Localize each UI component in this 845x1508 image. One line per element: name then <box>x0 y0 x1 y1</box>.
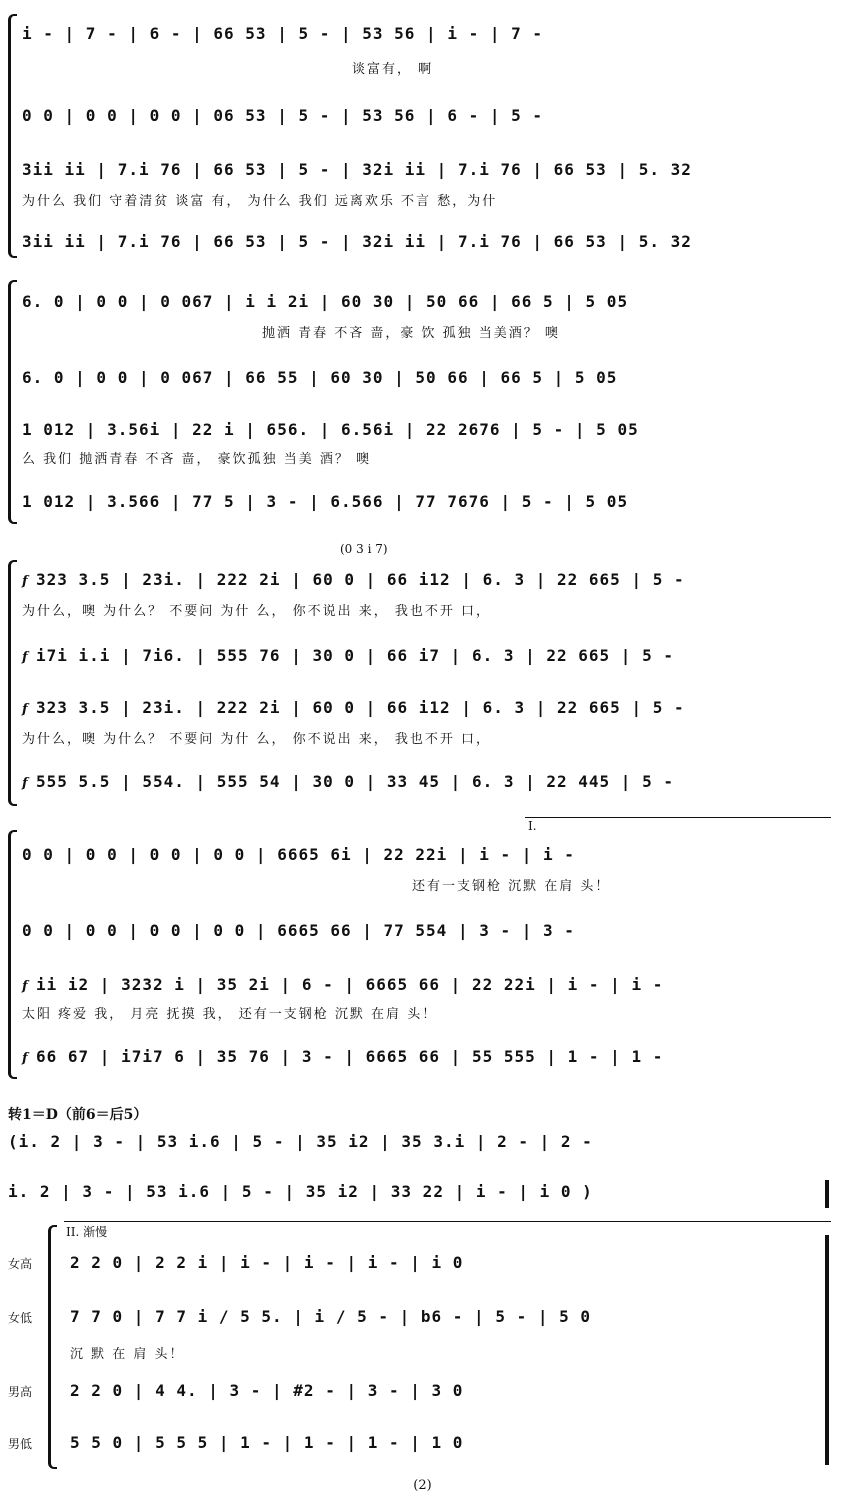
dynamic-forte: f <box>22 650 28 665</box>
coda-soprano-notes: 2 2 0 | 2 2 i | i - | i - | i - | i 0 <box>70 1253 464 1272</box>
soprano-lyrics: 抛洒 青春 不吝 啬，豪 饮 孤独 当美酒？ 噢 <box>262 326 560 341</box>
key-change: 转1＝D（前6＝后5） <box>8 1107 148 1123</box>
score-system-3 <box>0 540 845 805</box>
coda-lyrics: 沉 默 在 肩 头！ <box>70 1347 185 1362</box>
tenor-notes: 3ii ii | 7.i 76 | 66 53 | 5 - | 32i ii | 7.i 76 | 66 53 | 5. 32 <box>22 160 692 179</box>
score-system-4 <box>0 815 845 1080</box>
interlude-line-2: i. 2 | 3 - | 53 i.6 | 5 - | 35 i2 | 33 22 | i - | i 0 ) <box>8 1182 593 1201</box>
alto-notes: 6. 0 | 0 0 | 0 067 | 66 55 | 60 30 | 50 66 | 66 5 | 5 05 <box>22 368 618 387</box>
soprano-notes: 0 0 | 0 0 | 0 0 | 0 0 | 6665 6i | 22 22i | i - | i - <box>22 845 575 864</box>
dynamic-forte: f <box>22 574 28 589</box>
interlude-line-1: (i. 2 | 3 - | 53 i.6 | 5 - | 35 i2 | 35 3.i | 2 - | 2 - <box>8 1132 593 1151</box>
tenor-lyrics: 为什么，噢 为什么？ 不要问 为什 么， 你不说出 来， 我也不开 口， <box>22 732 492 747</box>
soprano-notes: i - | 7 - | 6 - | 66 53 | 5 - | 53 56 | i - | 7 - <box>22 24 544 43</box>
dynamic-forte: f <box>22 702 28 717</box>
system-bracket <box>8 560 17 806</box>
alto-notes: i7i i.i | 7i6. | 555 76 | 30 0 | 66 i7 | 6. 3 | 22 665 | 5 - <box>36 646 674 665</box>
volta-line <box>64 1221 831 1222</box>
repeat-barline <box>825 1180 829 1208</box>
score-system-1 <box>0 10 845 260</box>
soprano-notes: 323 3.5 | 23i. | 222 2i | 60 0 | 66 i12 | 6. 3 | 22 665 | 5 - <box>36 570 685 589</box>
soprano-notes: 6. 0 | 0 0 | 0 067 | i i 2i | 60 30 | 50 66 | 66 5 | 5 05 <box>22 292 629 311</box>
part-label: 男高 <box>8 1385 33 1399</box>
system-bracket <box>8 14 17 258</box>
part-label: 女高 <box>8 1257 33 1271</box>
coda-bass-notes: 5 5 0 | 5 5 5 | 1 - | 1 - | 1 - | 1 0 <box>70 1433 464 1452</box>
bass-notes: 555 5.5 | 554. | 555 54 | 30 0 | 33 45 | 6. 3 | 22 445 | 5 - <box>36 772 674 791</box>
tenor-lyrics: 为什么 我们 守着清贫 谈富 有， 为什么 我们 远离欢乐 不言 愁，为什 <box>22 194 498 209</box>
volta-second-ending: II. 渐慢 <box>66 1225 108 1239</box>
tenor-notes: 1 012 | 3.56i | 22 i | 656. | 6.56i | 22 2676 | 5 - | 5 05 <box>22 420 639 439</box>
bass-notes: 1 012 | 3.566 | 77 5 | 3 - | 6.566 | 77 7676 | 5 - | 5 05 <box>22 492 629 511</box>
tenor-lyrics: 太阳 疼爱 我， 月亮 抚摸 我， 还有一支钢枪 沉默 在肩 头！ <box>22 1007 438 1022</box>
tenor-notes: ii i2 | 3232 i | 35 2i | 6 - | 6665 66 | 22 22i | i - | i - <box>36 975 664 994</box>
soprano-lyrics: 还有一支钢枪 沉默 在肩 头！ <box>412 879 611 894</box>
system-bracket <box>8 280 17 524</box>
coda-section <box>0 1215 845 1470</box>
part-label: 男低 <box>8 1437 33 1451</box>
interlude-section <box>0 1100 845 1210</box>
final-barline <box>825 1235 829 1465</box>
part-label: 女低 <box>8 1311 33 1325</box>
system-bracket <box>48 1225 57 1469</box>
system-bracket <box>8 830 17 1079</box>
instrumental-annotation: (0 3 i 7) <box>340 542 388 556</box>
tenor-notes: 323 3.5 | 23i. | 222 2i | 60 0 | 66 i12 | 6. 3 | 22 665 | 5 - <box>36 698 685 717</box>
soprano-lyrics: 为什么，噢 为什么？ 不要问 为什 么， 你不说出 来， 我也不开 口， <box>22 604 492 619</box>
bass-notes: 3ii ii | 7.i 76 | 66 53 | 5 - | 32i ii | 7.i 76 | 66 53 | 5. 32 <box>22 232 692 251</box>
dynamic-forte: f <box>22 1051 28 1066</box>
alto-notes: 0 0 | 0 0 | 0 0 | 0 0 | 6665 66 | 77 554 | 3 - | 3 - <box>22 921 575 940</box>
coda-alto-notes: 7 7 0 | 7 7 i / 5 5. | i / 5 - | b6 - | 5 - | 5 0 <box>70 1307 592 1326</box>
dynamic-forte: f <box>22 776 28 791</box>
soprano-lyrics: 谈富有， 啊 <box>352 62 434 77</box>
tenor-lyrics: 么 我们 抛洒青春 不吝 啬， 豪饮孤独 当美 酒？ 噢 <box>22 452 372 467</box>
page-number: (2) <box>413 1478 432 1493</box>
dynamic-forte: f <box>22 979 28 994</box>
coda-tenor-notes: 2 2 0 | 4 4. | 3 - | #2 - | 3 - | 3 0 <box>70 1381 464 1400</box>
bass-notes: 66 67 | i7i7 6 | 35 76 | 3 - | 6665 66 | 55 555 | 1 - | 1 - <box>36 1047 664 1066</box>
score-system-2 <box>0 280 845 525</box>
volta-first-ending: I. <box>528 819 537 833</box>
alto-notes: 0 0 | 0 0 | 0 0 | 06 53 | 5 - | 53 56 | 6 - | 5 - <box>22 106 544 125</box>
volta-line <box>525 817 831 818</box>
